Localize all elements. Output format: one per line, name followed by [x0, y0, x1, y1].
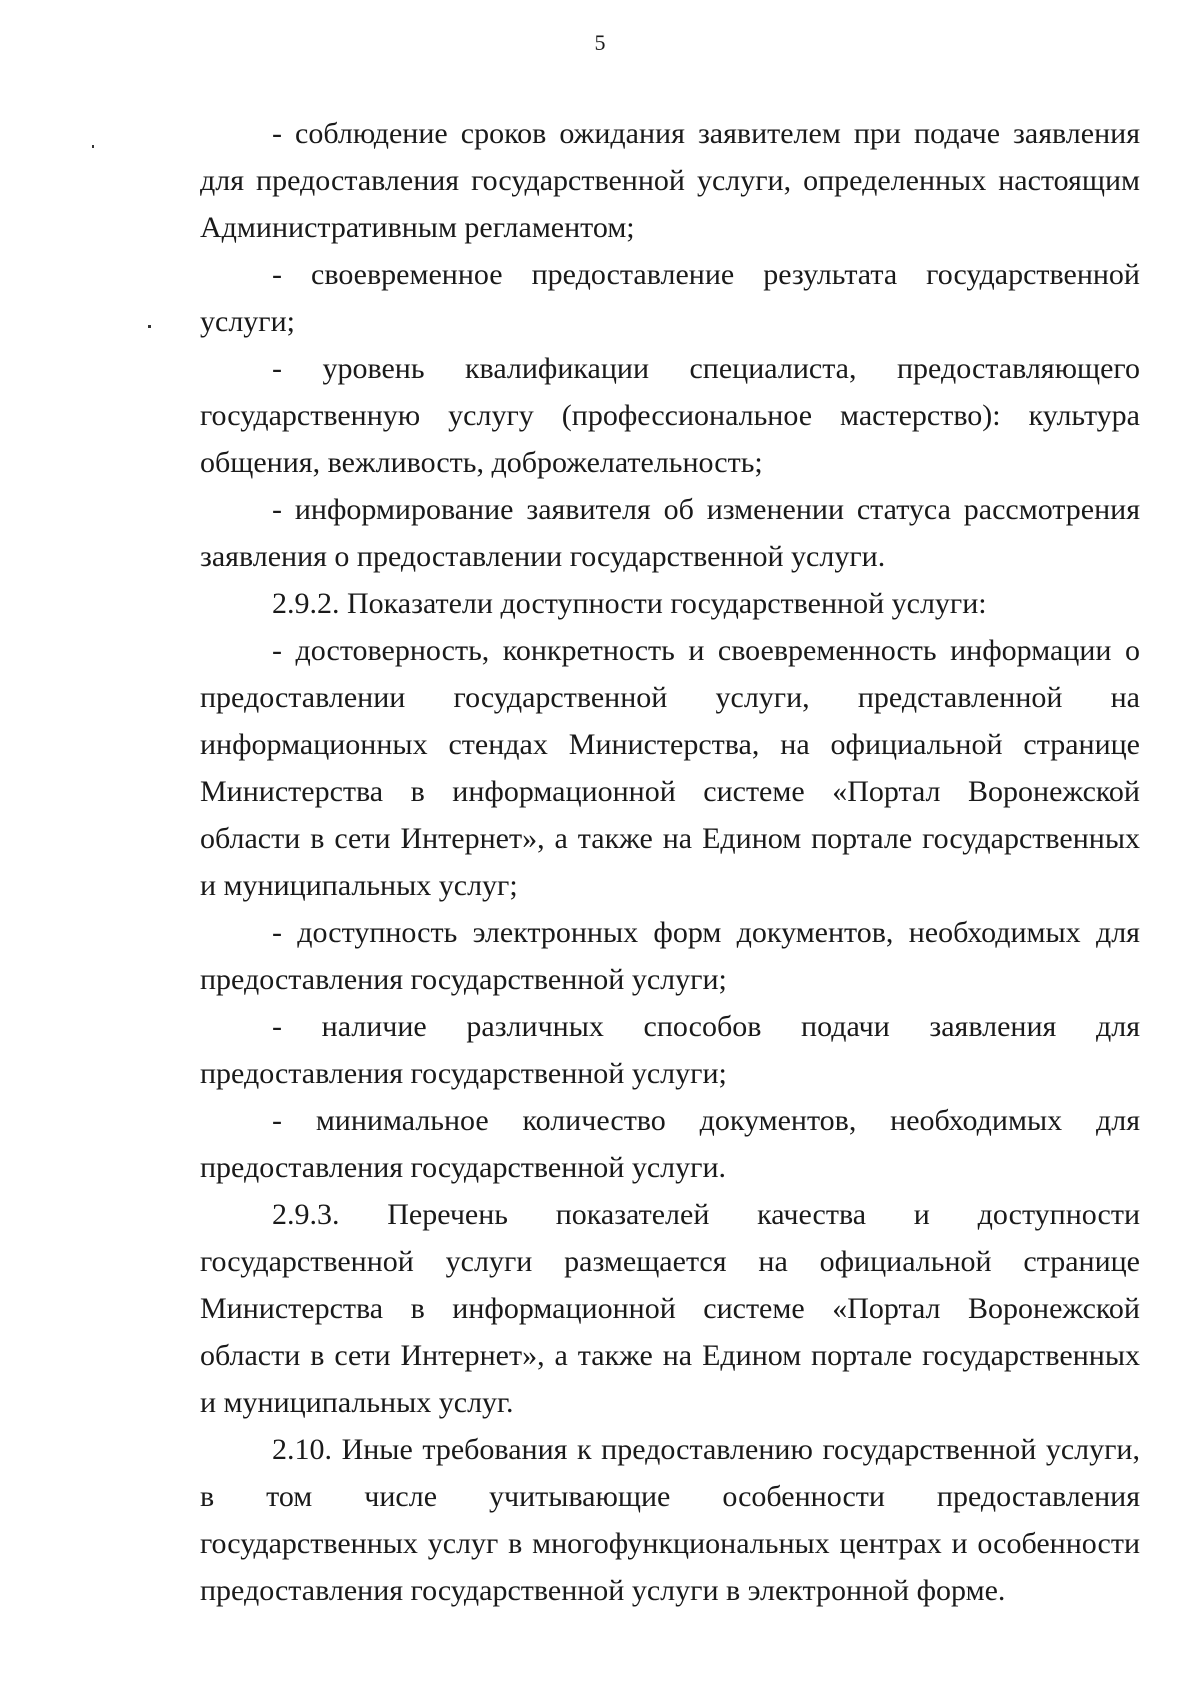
section-2-9-3: 2.9.3. Перечень показателей качества и доступности государственной услуги размещается на официальной странице Министерства в информационной системе «Портал Воронежской области в сети Интернет», а также на Едином портале государственных и муниципальных услуг. [200, 1198, 1140, 1419]
section-2-10: 2.10. Иные требования к предоставлению государственной услуги, в том числе учитывающие особенности предоставления государственных услуг в многофункциональных центрах и особенности предоставления государственной услуги в электронной форме. [200, 1433, 1140, 1607]
document-body [200, 110, 1140, 1614]
paragraph-specialist-qualification: - уровень квалификации специалиста, предоставляющего государственную услугу (профессиональное мастерство): культура общения, вежливость, доброжелательность; [200, 352, 1140, 479]
paragraph-electronic-forms: - доступность электронных форм документов, необходимых для предоставления государственной услуги; [200, 916, 1140, 996]
section-heading-2-9-2: 2.9.2. Показатели доступности государственной услуги: [272, 587, 987, 620]
page-number: 5 [594, 30, 606, 55]
paragraph-timely-result: - своевременное предоставление результата государственной услуги; [200, 258, 1140, 338]
scan-speck [148, 325, 151, 328]
paragraph-information-reliability: - достоверность, конкретность и своевременность информации о предоставлении государственной услуги, представленной на информационных стендах Министерства, на официальной странице Министерства в информационной системе «Портал Воронежской области в сети Интернет», а также на Едином портале государственных и муниципальных услуг; [200, 634, 1140, 902]
paragraph-minimum-documents: - минимальное количество документов, необходимых для предоставления государственной услуги. [200, 1104, 1140, 1184]
paragraph-submission-methods: - наличие различных способов подачи заявления для предоставления государственной услуги; [200, 1010, 1140, 1090]
scan-speck [92, 145, 94, 148]
paragraph-waiting-time: - соблюдение сроков ожидания заявителем при подаче заявления для предоставления государственной услуги, определенных настоящим Административным регламентом; [200, 117, 1140, 244]
paragraph-status-notification: - информирование заявителя об изменении статуса рассмотрения заявления о предоставлении государственной услуги. [200, 493, 1140, 573]
